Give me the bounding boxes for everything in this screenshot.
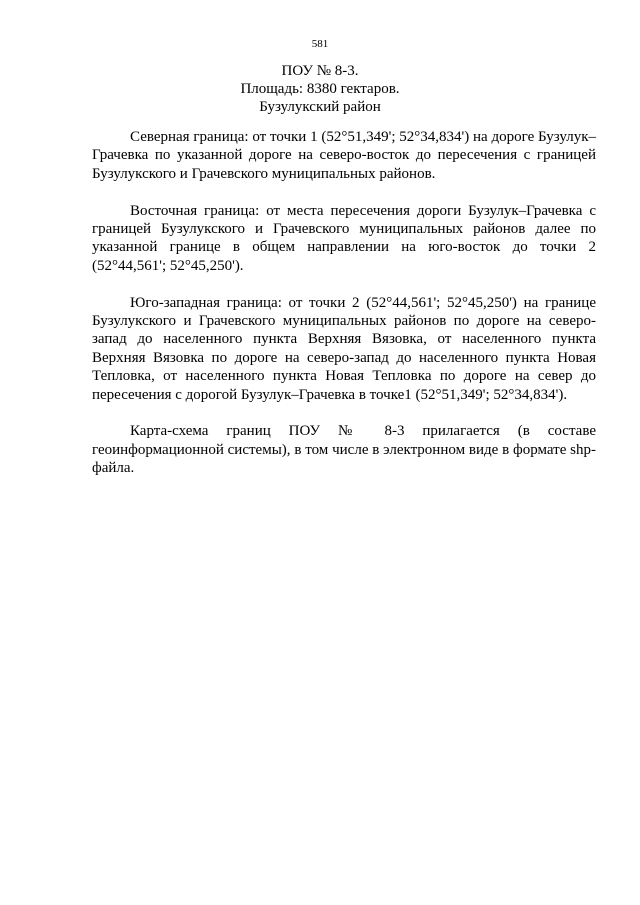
paragraph-northern-border: Северная граница: от точки 1 (52°51,349'; 52°34,834') на дороге Бузулук–Грачевка по указанной дороге на северо-восток до пересечения с границей Бузулукского и Грачевского муниципальных районов. — [92, 129, 596, 182]
header-title: ПОУ № 8-3. — [281, 63, 359, 79]
document-body — [92, 128, 596, 496]
paragraph-map-note: Карта-схема границ ПОУ № 8-3 прилагается (в составе геоинформационной системы), в том числе в электронном виде в формате shp-файла. — [92, 423, 596, 477]
header-district: Бузулукский район — [259, 99, 381, 115]
paragraph-southwestern-border: Юго-западная граница: от точки 2 (52°44,561'; 52°45,250') на границе Бузулукского и Грачевского муниципальных районов по дороге на северо-запад до населенного пункта Верхняя Вязовка, от населенного пункта Верхняя Вязовка по дороге на северо-запад до населенного пункта Новая Тепловка, от населенного пункта Новая Тепловка по дороге на север до пересечения с дорогой Бузулук–Грачевка в точке1 (52°51,349'; 52°34,834'). — [92, 294, 596, 403]
document-header — [0, 62, 640, 116]
page-number: 581 — [311, 38, 329, 50]
header-area: Площадь: 8380 гектаров. — [240, 81, 400, 97]
paragraph-eastern-border: Восточная граница: от места пересечения дороги Бузулук–Грачевка с границей Бузулукского и Грачевского муниципальных районов далее по указанной границе в общем направлении на юго-восток до точки 2 (52°44,561'; 52°45,250'). — [92, 202, 596, 274]
